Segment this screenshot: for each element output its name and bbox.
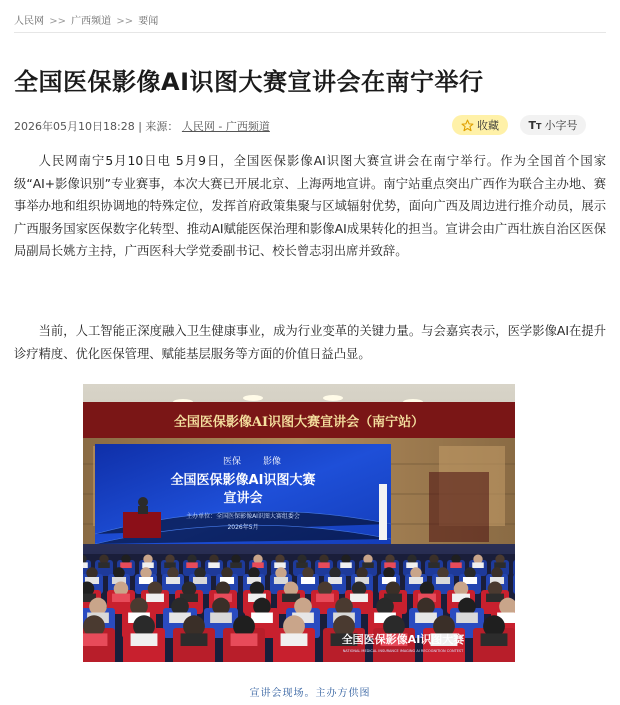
source-link[interactable]: 人民网 - 广西频道	[181, 120, 270, 133]
audience-body	[350, 594, 368, 602]
favorite-button[interactable]	[452, 115, 508, 135]
audience-body	[208, 562, 220, 568]
audience-body	[318, 562, 330, 568]
audience-body	[409, 577, 423, 584]
breadcrumb-item-news[interactable]: 要闻	[138, 16, 159, 27]
audience-body	[316, 594, 334, 602]
audience-seat	[513, 574, 515, 594]
audience-body	[120, 562, 132, 568]
audience-body	[415, 613, 437, 624]
photo-watermark: 全国医保影像AI识图大赛	[341, 633, 465, 646]
audience-body	[83, 633, 107, 646]
header-divider	[14, 32, 606, 33]
breadcrumb	[14, 12, 158, 27]
breadcrumb-item-home[interactable]: 人民网	[14, 16, 44, 27]
screen-logo-b: 影像	[263, 457, 282, 467]
screen-logo-a: 医保	[223, 457, 242, 467]
audience-body	[181, 633, 208, 646]
audience-body	[112, 594, 130, 602]
audience-body	[328, 577, 342, 584]
audience-body	[450, 562, 462, 568]
breadcrumb-item-guangxi[interactable]: 广西频道	[71, 16, 112, 27]
article-paragraph-1: 人民网南宁5月10日电 5月9日，全国医保影像AI识图大赛宣讲会在南宁举行。作为全国首个国家级“AI+影像识别”专业赛事，本次大赛已开展北京、上海两地宣讲。南宁站重点突出广西作为联合主办地、赛事举办地和组织协调地的特殊定位，发挥首府政策集聚与区域辐射优势，面向广西及周边进行推介动员，展示广西服务国家医保数字化转型、推动AI赋能医保治理和影像AI成果转化的担当。宣讲会由广西壮族自治区医保局副局长姚方主持，广西医科大学党委副书记、校长曾志羽出席并致辞。	[14, 154, 606, 258]
audience-body	[281, 633, 308, 646]
audience-body	[486, 594, 504, 602]
audience-body	[301, 577, 315, 584]
audience-body	[186, 562, 198, 568]
breadcrumb-separator: >>	[116, 16, 134, 27]
audience-body	[210, 613, 232, 624]
screen-date: 2026年5月	[227, 524, 259, 531]
audience-body	[83, 562, 88, 568]
conference-scene	[83, 384, 515, 662]
audience-body	[494, 562, 506, 568]
audience-body	[428, 562, 440, 568]
audience-body	[166, 577, 180, 584]
article-title: 全国医保影像AI识图大赛宣讲会在南宁举行	[14, 68, 484, 96]
breadcrumb-separator: >>	[49, 16, 66, 27]
audience-body	[384, 562, 396, 568]
audience-body	[472, 562, 484, 568]
favorite-label: 收藏	[477, 119, 499, 132]
audience-body	[340, 562, 352, 568]
photo-watermark-sub: NATIONAL MEDICAL INSURANCE IMAGING AI RECOGNITION CONTEST	[342, 649, 464, 653]
screen-note: 主办单位：全国医保影像AI识图大赛组委会	[186, 513, 300, 520]
audience-body	[296, 562, 308, 568]
article-photo	[83, 384, 515, 662]
publish-date: 2026年05月10日18:28	[14, 120, 135, 133]
screen-title-2: 宣讲会	[223, 491, 263, 506]
font-size-label: 小字号	[544, 119, 578, 132]
audience-body	[362, 562, 374, 568]
font-size-button[interactable]	[520, 115, 586, 135]
font-size-icon: TT	[528, 118, 542, 132]
audience-body	[146, 594, 164, 602]
audience-body	[456, 613, 478, 624]
screen-title-1: 全国医保影像AI识图大赛	[170, 473, 316, 488]
audience-body	[98, 562, 110, 568]
audience-body	[406, 562, 418, 568]
audience-body	[251, 613, 273, 624]
audience-body	[131, 633, 158, 646]
audience-body	[252, 562, 264, 568]
stage-banner-text: 全国医保影像AI识图大赛宣讲会（南宁站）	[173, 415, 425, 430]
audience-seat	[513, 560, 515, 576]
audience-body	[193, 577, 207, 584]
audience-body	[481, 633, 508, 646]
audience-body	[274, 577, 288, 584]
audience-body	[142, 562, 154, 568]
audience-body	[164, 562, 176, 568]
star-icon	[461, 119, 474, 132]
article-paragraph-2: 当前，人工智能正深度融入卫生健康事业，成为行业变革的关键力量。与会嘉宾表示，医学影像AI在提升诊疗精度、优化医保管理、赋能基层服务等方面的价值日益凸显。	[14, 324, 606, 361]
audience-body	[436, 577, 450, 584]
source-label: | 来源：	[138, 120, 179, 133]
audience-body	[274, 562, 286, 568]
photo-caption: 宣讲会现场。主办方供图	[249, 688, 371, 699]
article-meta	[14, 118, 270, 134]
audience-body	[231, 633, 258, 646]
audience-body	[230, 562, 242, 568]
